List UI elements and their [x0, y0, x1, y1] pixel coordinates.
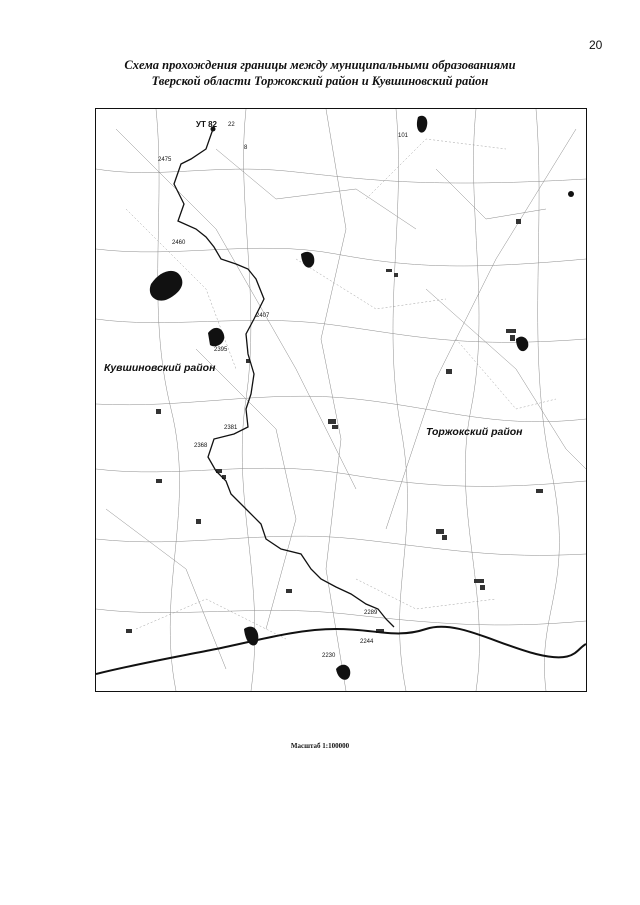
road-label-101: 101 [398, 133, 409, 139]
point-2368: 2368 [194, 443, 208, 449]
point-2395: 2395 [214, 347, 228, 353]
background-roads [96, 109, 586, 691]
map-title [0, 57, 640, 89]
road-label-8: 8 [244, 145, 248, 151]
point-2230: 2230 [322, 653, 336, 659]
point-2244: 2244 [360, 639, 374, 645]
minor-roads [126, 139, 556, 639]
point-2381: 2381 [224, 425, 238, 431]
title-line-1: Схема прохождения границы между муниципальными образованиями [124, 58, 516, 72]
title-line-2: Тверской области Торжокский район и Кувшиновский район [151, 74, 489, 88]
map-frame [95, 108, 587, 692]
district-label-east: Торжокский район [426, 426, 523, 438]
district-label-west: Кувшиновский район [104, 362, 216, 374]
scale-label: Масштаб 1:100000 [290, 742, 350, 750]
point-2289: 2289 [364, 610, 378, 616]
marker-label: УТ 82 [196, 120, 217, 129]
point-2460: 2460 [172, 240, 186, 246]
point-2407: 2407 [256, 313, 270, 319]
marker-num: 22 [228, 122, 235, 128]
municipal-boundary [174, 129, 394, 627]
point-2475: 2475 [158, 157, 172, 163]
map-canvas [96, 109, 586, 691]
forest-areas [150, 116, 574, 680]
page-number: 20 [589, 38, 603, 52]
